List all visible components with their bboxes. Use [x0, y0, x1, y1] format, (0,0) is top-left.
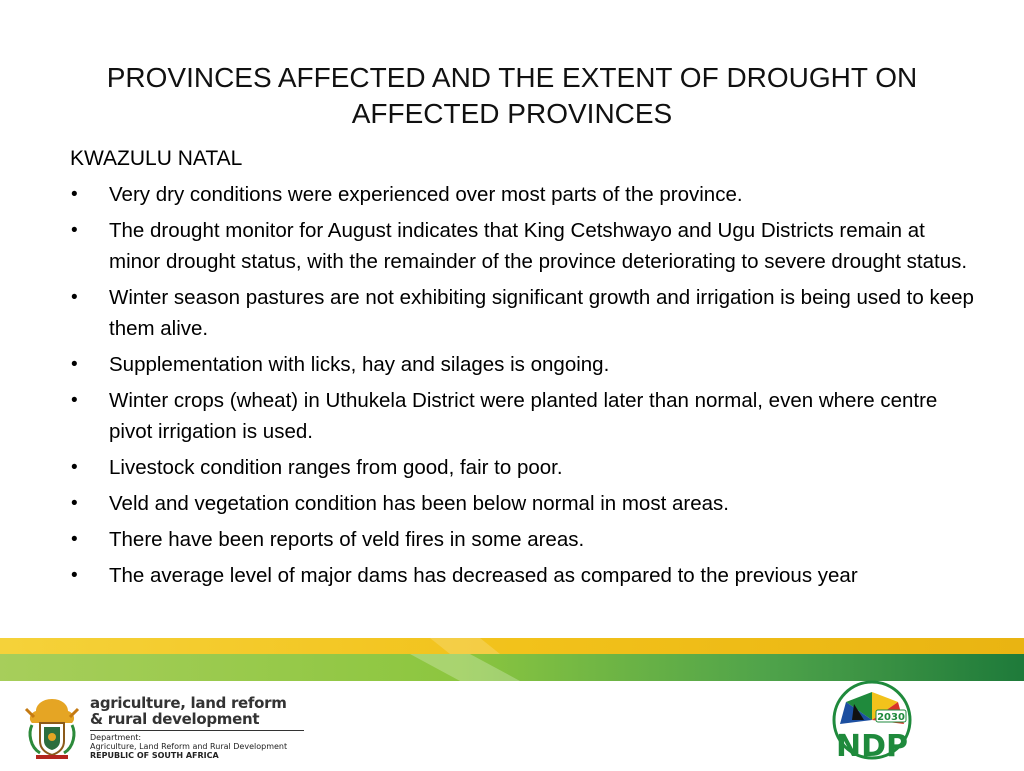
bullet-item: [70, 524, 980, 555]
bullet-item: [70, 179, 980, 210]
bullet-icon: •: [71, 457, 78, 478]
department-name-line-1: agriculture, land reform: [90, 694, 287, 712]
bullet-text: Supplementation with licks, hay and silages is ongoing.: [109, 353, 610, 376]
bullet-icon: •: [71, 184, 78, 205]
bullet-icon: •: [71, 390, 78, 411]
bullet-icon: •: [71, 220, 78, 241]
slide-title: [60, 60, 964, 132]
bullet-item: [70, 349, 980, 380]
department-label: Department:: [90, 733, 142, 742]
bullet-list: [70, 179, 980, 591]
department-text-block: [90, 695, 304, 760]
department-name-line-2: & rural development: [90, 710, 260, 728]
bullet-item: [70, 452, 980, 483]
footer-band-graphic: [0, 638, 1024, 681]
ndp-emblem-icon: [824, 680, 920, 766]
bullet-text: The drought monitor for August indicates that King Cetshwayo and Ugu Districts remain at minor drought status, with the remainder of the province deteriorating to severe drought status.: [109, 219, 968, 273]
bullet-text: Very dry conditions were experienced over most parts of the province.: [109, 183, 743, 206]
section-heading: KWAZULU NATAL: [70, 147, 243, 170]
bullet-icon: •: [71, 493, 78, 514]
bullet-item: [70, 560, 980, 591]
slide-title-line-2: AFFECTED PROVINCES: [351, 98, 673, 129]
department-divider: [90, 730, 304, 731]
bullet-text: Veld and vegetation condition has been below normal in most areas.: [109, 492, 729, 515]
coat-of-arms-icon: [24, 695, 80, 761]
bullet-item: [70, 488, 980, 519]
bullet-text: Winter season pastures are not exhibiting significant growth and irrigation is being used to keep them alive.: [109, 286, 974, 340]
slide-title-line-1: PROVINCES AFFECTED AND THE EXTENT OF DROUGHT ON: [106, 62, 918, 93]
bullet-text: The average level of major dams has decreased as compared to the previous year: [109, 564, 858, 587]
bullet-icon: •: [71, 529, 78, 550]
bullet-item: [70, 215, 980, 277]
ndp-year: 2030: [877, 712, 905, 723]
ndp-2030-logo: [824, 680, 920, 766]
footer-band: [0, 638, 1024, 681]
ndp-wordmark: NDP: [836, 729, 908, 764]
bullet-icon: •: [71, 354, 78, 375]
slide-content: [70, 143, 980, 596]
bullet-icon: •: [71, 565, 78, 586]
department-logo: [24, 695, 304, 761]
country-name: REPUBLIC OF SOUTH AFRICA: [90, 751, 219, 760]
bullet-icon: •: [71, 287, 78, 308]
bullet-text: Livestock condition ranges from good, fair to poor.: [109, 456, 563, 479]
bullet-item: [70, 282, 980, 344]
bullet-text: There have been reports of veld fires in some areas.: [109, 528, 585, 551]
bullet-item: [70, 385, 980, 447]
bullet-text: Winter crops (wheat) in Uthukela District were planted later than normal, even where centre pivot irrigation is used.: [109, 389, 938, 443]
department-full-name: Agriculture, Land Reform and Rural Development: [90, 742, 288, 751]
